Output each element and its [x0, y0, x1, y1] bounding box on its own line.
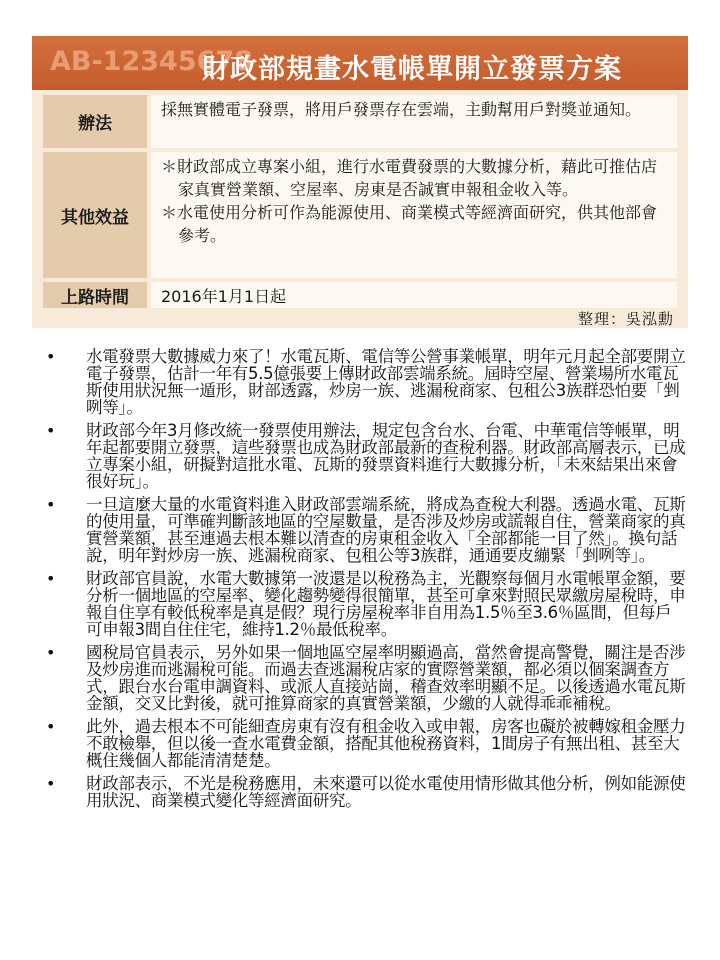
paragraph-text: 一旦這麼大量的水電資料進入財政部雲端系統，將成為查稅大利器。透過水電、瓦斯的使用量，可準確判斷該地區的空屋數量，是否涉及炒房或謊報自住，營業商家的真實營業額，甚至連過去根本難以清查的房東租金收入「全部都能一目了然」。換句話說，明年對炒房一族、逃漏稅商家、包租公等3族群，通通要皮繃緊「剉咧等」。 [86, 495, 686, 565]
paragraph-text: 國稅局官員表示，另外如果一個地區空屋率明顯過高，當然會提高警覺，關注是否涉及炒房進而逃漏稅可能。而過去查逃漏稅店家的實際營業額，都必須以個案調查方式，跟台水台電申調資料、或派人直接站崗，稽查效率明顯不足。以後透過水電瓦斯金額，交叉比對後，就可推算商家的真實營業額，少繳的人就得乖乖補稅。 [86, 643, 686, 713]
list-item [46, 348, 686, 416]
start-date-text: 2016年1月1日起 [161, 287, 287, 306]
paragraph-text: 財政部官員說，水電大數據第一波還是以稅務為主，光觀察每個月水電帳單金額，要分析一個地區的空屋率、變化趨勢變得很簡單，甚至可拿來對照民眾繳房屋稅時，申報自住享有較低稅率是真是假？現行房屋稅率非自用為1.5％至3.6％區間，但每戶可申報3間自住住宅，維持1.2％最低稅率。 [86, 569, 686, 639]
bullet-icon: • [46, 717, 56, 736]
row-content-method [151, 95, 677, 148]
row-method [43, 95, 677, 148]
list-item [46, 496, 686, 564]
paragraph-text: 此外，過去根本不可能細查房東有沒有租金收入或申報，房客也礙於被轉嫁租金壓力不敢檢舉，但以後一查水電費金額，搭配其他稅務資料，1間房子有無出租、甚至大概住幾個人都能清清楚楚。 [86, 717, 686, 770]
info-box-title: 財政部規畫水電帳單開立發票方案 [202, 54, 622, 85]
bullet-icon: • [46, 774, 56, 793]
credit: 整理：吳泓勳 [577, 310, 674, 328]
list-item [46, 422, 686, 490]
bullet-icon: • [46, 347, 56, 366]
benefit-item: ＊財政部成立專案小組，進行水電費發票的大數據分析，藉此可推估店家真實營業額、空屋率、房東是否誠實申報租金收入等。 [161, 157, 658, 199]
paragraph-text: 財政部表示，不光是稅務應用，未來還可以從水電使用情形做其他分析，例如能源使用狀況、商業模式變化等經濟面研究。 [86, 774, 686, 810]
method-text: 採無實體電子發票，將用戶發票存在雲端，主動幫用戶對獎並通知。 [161, 100, 642, 119]
list-item [46, 570, 686, 638]
paragraph-text: 財政部今年3月修改統一發票使用辦法，規定包含台水、台電、中華電信等帳單，明年起都要開立發票，這些發票也成為財政部最新的查稅利器。財政部高層表示，已成立專案小組，研擬對這批水電、瓦斯的發票資料進行大數據分析，「未來結果出來會很好玩」。 [86, 421, 686, 491]
row-label-start-date: 上路時間 [43, 282, 147, 308]
row-label-method: 辦法 [43, 95, 147, 148]
row-benefits [43, 152, 677, 278]
row-start-date [43, 282, 677, 308]
row-label-benefits: 其他效益 [43, 152, 147, 278]
paragraph-text: 水電發票大數據威力來了！水電瓦斯、電信等公營事業帳單，明年元月起全部要開立電子發票，估計一年有5.5億張要上傳財政部雲端系統。屆時空屋、營業場所水電瓦斯使用狀況無一遁形，財部透露，炒房一族、逃漏稅商家、包租公3族群恐怕要「剉咧等」。 [86, 347, 686, 417]
list-item [46, 775, 686, 809]
bullet-icon: • [46, 421, 56, 440]
row-content-benefits [151, 152, 677, 278]
list-item [46, 644, 686, 712]
article-code: AB-12345678 [50, 46, 253, 77]
benefit-item: ＊水電使用分析可作為能源使用、商業模式等經濟面研究，供其他部會參考。 [161, 203, 658, 245]
info-box [32, 36, 688, 328]
bullet-icon: • [46, 569, 56, 588]
bullet-icon: • [46, 495, 56, 514]
row-content-start-date [151, 282, 677, 308]
article-bullets [46, 348, 686, 815]
list-item [46, 718, 686, 769]
bullet-icon: • [46, 643, 56, 662]
info-box-header [32, 36, 688, 90]
